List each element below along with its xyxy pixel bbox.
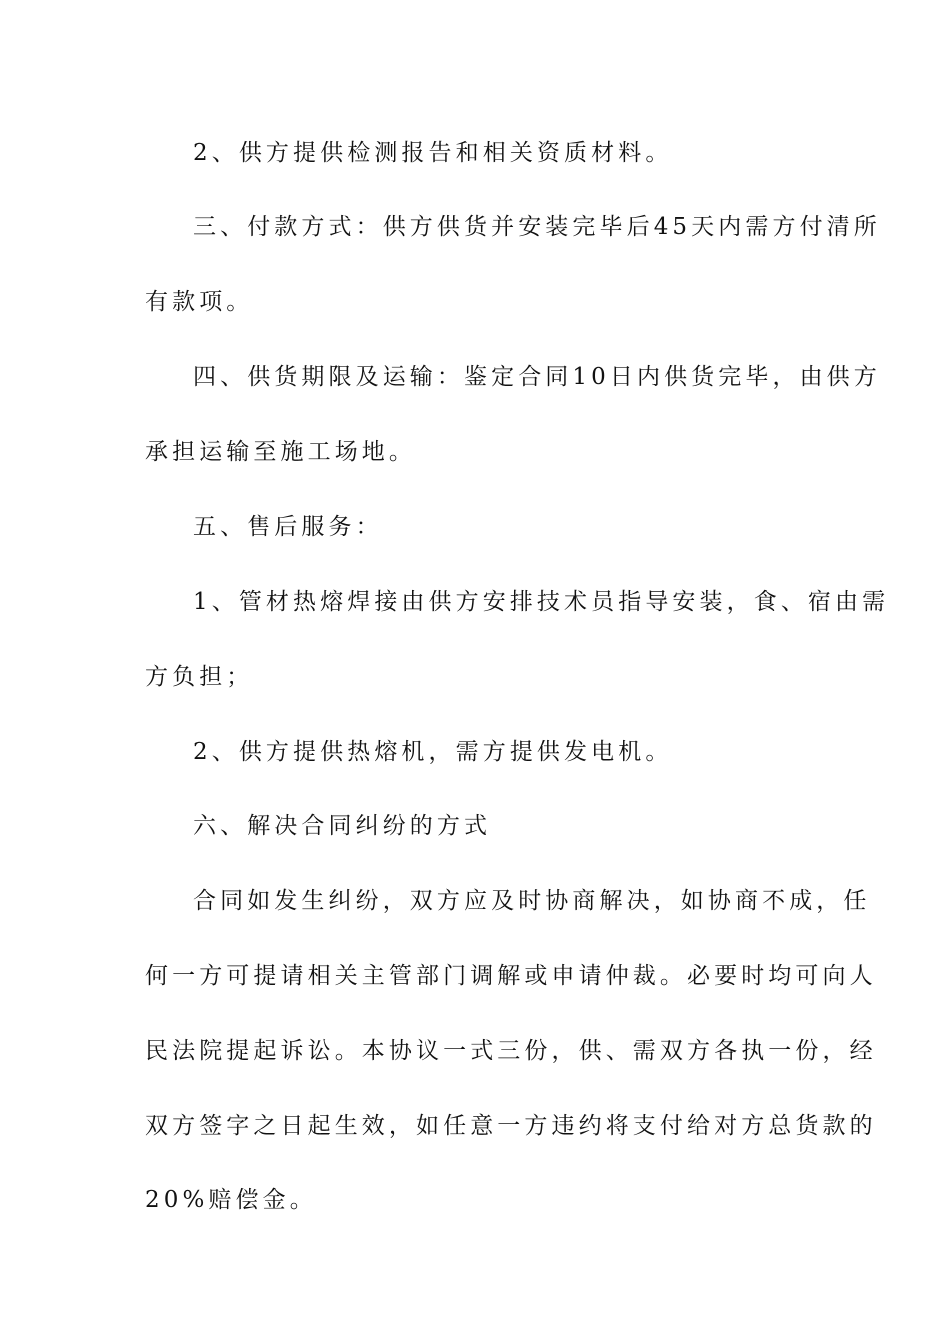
paragraph-line: 20%赔偿金。 — [145, 1187, 317, 1213]
paragraph-line: 方负担； — [145, 664, 254, 690]
paragraph-line: 承担运输至施工场地。 — [145, 439, 416, 465]
paragraph-line: 四、供货期限及运输：鉴定合同10日内供货完毕，由供方 — [193, 364, 881, 390]
paragraph-line: 何一方可提请相关主管部门调解或申请仲裁。必要时均可向人 — [145, 963, 877, 989]
paragraph-line: 双方签字之日起生效，如任意一方违约将支付给对方总货款的 — [145, 1113, 877, 1139]
section-heading: 六、解决合同纠纷的方式 — [193, 813, 492, 839]
paragraph-line: 2、供方提供热熔机，需方提供发电机。 — [193, 739, 673, 765]
paragraph-line: 三、付款方式：供方供货并安装完毕后45天内需方付清所 — [193, 214, 881, 240]
paragraph-line: 2、供方提供检测报告和相关资质材料。 — [193, 140, 673, 166]
section-heading: 五、售后服务： — [193, 514, 383, 540]
paragraph-line: 民法院提起诉讼。本协议一式三份，供、需双方各执一份，经 — [145, 1038, 877, 1064]
paragraph-line: 合同如发生纠纷，双方应及时协商解决，如协商不成，任 — [193, 888, 871, 914]
paragraph-line: 有款项。 — [145, 289, 254, 315]
paragraph-line: 1、管材热熔焊接由供方安排技术员指导安装，食、宿由需 — [193, 589, 890, 615]
